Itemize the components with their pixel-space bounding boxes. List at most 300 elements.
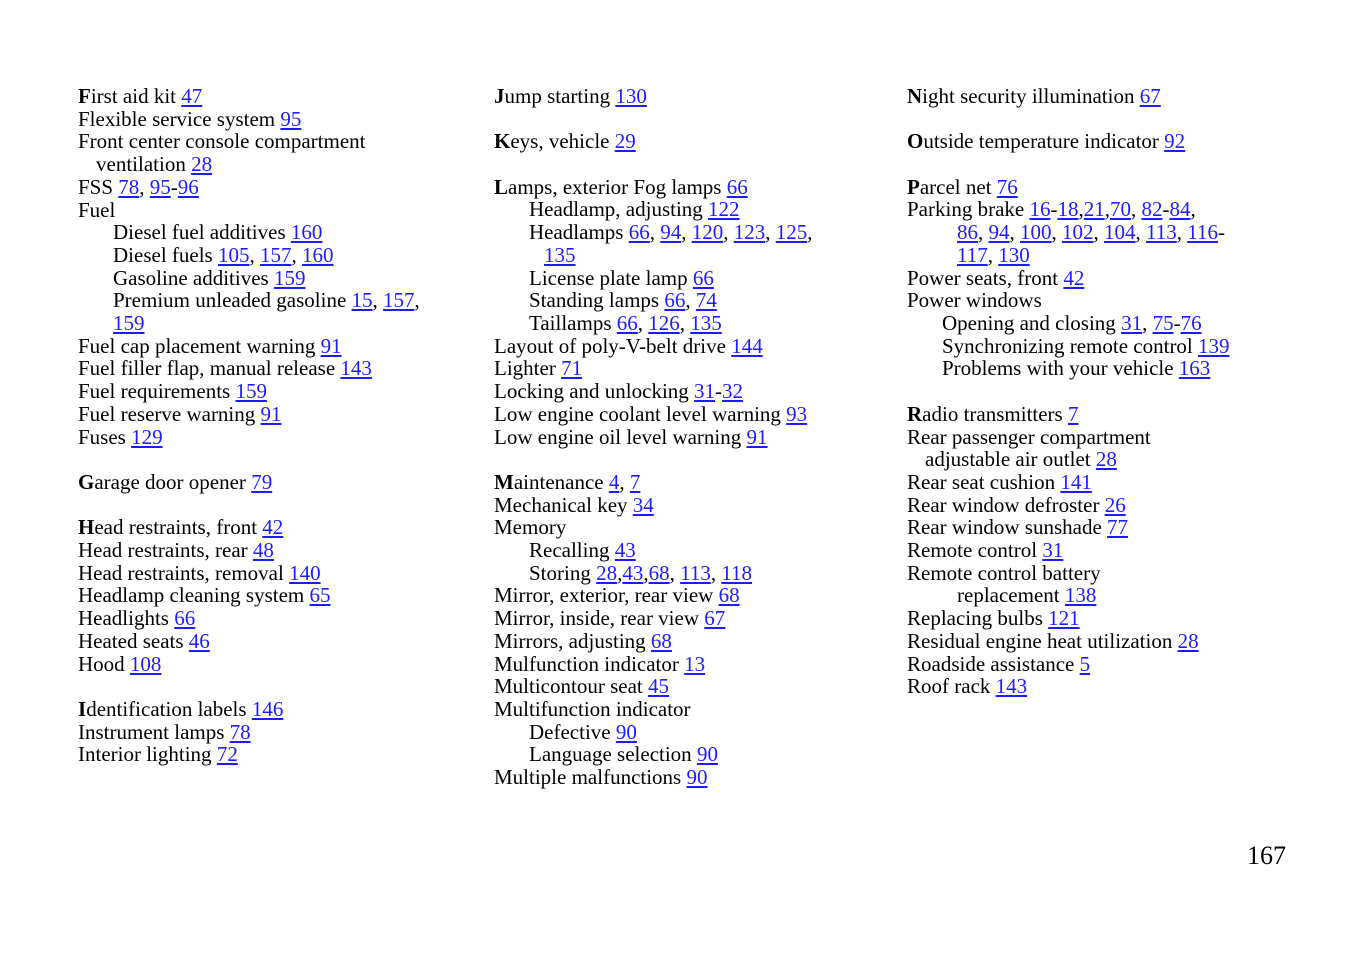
index-entry xyxy=(907,516,1327,539)
index-entry xyxy=(494,653,894,676)
page-link[interactable]: 163 xyxy=(1178,356,1211,381)
section-gap xyxy=(907,153,1327,176)
section-initial: I xyxy=(78,696,87,721)
index-subentry xyxy=(907,448,1327,471)
entry-text: , xyxy=(1190,197,1196,222)
index-entry xyxy=(907,494,1327,517)
index-entry xyxy=(78,653,478,676)
entry-text: Headlights xyxy=(78,606,175,631)
entry-text: , xyxy=(685,288,696,313)
entry-text: Premium unleaded gasoline xyxy=(113,288,352,313)
page-link[interactable]: 104 xyxy=(1104,220,1136,245)
page-link[interactable]: 46 xyxy=(188,628,210,653)
entry-text: , xyxy=(1051,220,1062,245)
index-entry xyxy=(78,471,478,494)
page-link[interactable]: 42 xyxy=(262,515,284,540)
entry-text: , xyxy=(643,560,649,585)
entry-text: , xyxy=(1009,220,1020,245)
page-link[interactable]: 126 xyxy=(648,311,680,335)
index-entry xyxy=(78,562,478,585)
index-entry xyxy=(78,108,478,131)
entry-text: , xyxy=(765,220,776,245)
entry-text: Roof rack xyxy=(907,674,996,699)
page-link[interactable]: 120 xyxy=(691,220,724,245)
entry-text: , xyxy=(1135,220,1146,245)
index-subentry xyxy=(907,221,1327,244)
entry-text: , xyxy=(637,311,649,335)
index-subentry xyxy=(494,312,894,335)
page-link[interactable]: 86 xyxy=(957,220,978,245)
entry-text: eys, vehicle xyxy=(510,129,615,154)
entry-text: irst aid kit xyxy=(90,84,182,108)
page-link[interactable]: 43 xyxy=(614,538,636,563)
page-link[interactable]: 90 xyxy=(615,719,637,744)
index-entry xyxy=(78,199,478,222)
page-link[interactable]: 140 xyxy=(289,560,321,585)
page-link[interactable]: 34 xyxy=(632,492,654,517)
index-entry xyxy=(907,198,1327,221)
section-gap xyxy=(78,675,478,698)
page-link[interactable]: 93 xyxy=(786,401,808,426)
page-link[interactable]: 48 xyxy=(252,538,274,563)
entry-text: ventilation xyxy=(96,152,192,177)
entry-text: , xyxy=(1093,220,1104,245)
index-entry xyxy=(907,562,1327,585)
page-link[interactable]: 157 xyxy=(383,288,415,313)
entry-text: Fuel requirements xyxy=(78,379,236,404)
page-link[interactable]: 129 xyxy=(131,424,163,449)
index-entry xyxy=(78,584,478,607)
entry-text: Rear window sunshade xyxy=(907,515,1108,540)
page-link[interactable]: 160 xyxy=(301,242,334,267)
page-link[interactable]: 146 xyxy=(251,696,284,721)
entry-text: replacement xyxy=(957,583,1065,608)
page-link[interactable]: 139 xyxy=(1198,333,1230,358)
page-link[interactable]: 77 xyxy=(1107,515,1129,540)
page-link[interactable]: 79 xyxy=(251,469,273,494)
entry-text: ead restraints, front xyxy=(94,515,263,540)
page-link[interactable]: 18 xyxy=(1057,197,1079,222)
page-link[interactable]: 28 xyxy=(596,560,618,585)
section-initial: P xyxy=(907,174,920,199)
entry-text: Lighter xyxy=(494,356,562,381)
page-link[interactable]: 66 xyxy=(616,311,638,335)
entry-text: Defective xyxy=(529,719,616,744)
page-link[interactable]: 91 xyxy=(260,401,282,426)
entry-text: Replacing bulbs xyxy=(907,606,1049,631)
index-entry xyxy=(907,607,1327,630)
entry-text: - xyxy=(1217,220,1225,245)
entry-text: adjustable air outlet xyxy=(925,447,1096,472)
page-link[interactable]: 7 xyxy=(629,469,641,494)
index-entry xyxy=(78,539,478,562)
entry-text: , xyxy=(1142,311,1153,335)
entry-text: Mechanical key xyxy=(494,492,633,517)
entry-text: Memory xyxy=(494,515,567,540)
page-link[interactable]: 29 xyxy=(614,129,636,154)
page-link[interactable]: 144 xyxy=(731,333,763,358)
page-link[interactable]: 90 xyxy=(686,765,708,790)
section-initial: R xyxy=(907,401,923,426)
page-link[interactable]: 159 xyxy=(273,265,306,290)
entry-text: Power seats, front xyxy=(907,265,1064,290)
entry-text: Locking and unlocking xyxy=(494,379,695,404)
entry-text: Instrument lamps xyxy=(78,719,230,744)
page-link[interactable]: 7 xyxy=(1067,401,1079,426)
index-subentry xyxy=(494,198,894,221)
index-subentry xyxy=(907,244,1327,267)
entry-text: Multifunction indicator xyxy=(494,696,691,721)
entry-text: , xyxy=(649,220,661,245)
index-entry xyxy=(78,176,478,199)
page-link[interactable]: 118 xyxy=(721,560,753,585)
section-initial: L xyxy=(494,174,509,199)
page-link[interactable]: 92 xyxy=(1164,129,1186,154)
page-link[interactable]: 94 xyxy=(988,220,1010,245)
index-entry xyxy=(494,630,894,653)
entry-text: , xyxy=(1130,197,1142,222)
entry-text: Rear seat cushion xyxy=(907,469,1061,494)
section-gap xyxy=(78,448,478,471)
entry-text: dentification labels xyxy=(86,696,252,721)
page-link[interactable]: 68 xyxy=(648,560,670,585)
page-link[interactable]: 159 xyxy=(113,311,145,336)
index-entry xyxy=(907,630,1327,653)
page-link[interactable]: 32 xyxy=(722,379,744,404)
page-link[interactable]: 143 xyxy=(340,356,372,381)
page-link[interactable]: 138 xyxy=(1064,583,1097,608)
entry-text: Parking brake xyxy=(907,197,1030,222)
entry-text: Flexible service system xyxy=(78,106,281,131)
page-link[interactable]: 122 xyxy=(708,197,740,222)
index-subentry xyxy=(494,562,894,585)
entry-text: Multicontour seat xyxy=(494,674,648,699)
index-entry xyxy=(494,494,894,517)
section-gap xyxy=(78,494,478,517)
section-initial: F xyxy=(78,84,91,108)
entry-text: , xyxy=(679,311,691,335)
page-link[interactable]: 13 xyxy=(684,651,706,676)
index-subentry xyxy=(494,244,894,267)
entry-text: Fuel reserve warning xyxy=(78,401,261,426)
entry-text: Fuses xyxy=(78,424,132,449)
index-subentry xyxy=(907,357,1327,380)
page-link[interactable]: 82 xyxy=(1141,197,1163,222)
page-link[interactable]: 96 xyxy=(177,174,199,199)
page-link[interactable]: 78 xyxy=(118,174,140,199)
entry-text: Diesel fuels xyxy=(113,242,218,267)
page-link[interactable]: 16 xyxy=(1029,197,1051,222)
entry-text: , xyxy=(372,288,384,313)
entry-text: , xyxy=(1104,197,1110,222)
page-link[interactable]: 31 xyxy=(1042,538,1064,563)
entry-text: Fuel xyxy=(78,197,116,222)
entry-text: , xyxy=(1078,197,1084,222)
entry-text: , xyxy=(139,174,150,199)
index-entry xyxy=(907,176,1327,199)
page-link[interactable]: 91 xyxy=(746,424,768,449)
index-entry xyxy=(494,176,894,199)
index-entry xyxy=(494,607,894,630)
page-link[interactable]: 108 xyxy=(129,651,162,676)
page-link[interactable]: 15 xyxy=(351,288,373,313)
entry-text: utside temperature indicator xyxy=(923,129,1165,154)
index-entry xyxy=(78,130,478,153)
page-link[interactable]: 78 xyxy=(229,719,251,744)
index-entry xyxy=(78,721,478,744)
entry-text: Interior lighting xyxy=(78,742,217,767)
page-link[interactable]: 130 xyxy=(998,242,1030,267)
index-subentry xyxy=(494,539,894,562)
index-subentry xyxy=(907,584,1327,607)
index-entry xyxy=(494,584,894,607)
entry-text: ump starting xyxy=(504,84,616,108)
index-entry xyxy=(494,130,894,153)
section-gap xyxy=(907,380,1327,403)
entry-text: aintenance xyxy=(513,469,609,494)
page-link[interactable]: 47 xyxy=(181,84,203,108)
entry-text: arcel net xyxy=(919,174,997,199)
page-link[interactable]: 102 xyxy=(1062,220,1094,245)
index-entry xyxy=(78,426,478,449)
index-subentry xyxy=(907,335,1327,358)
page-link[interactable]: 31 xyxy=(1121,311,1143,335)
entry-text: Storing xyxy=(529,560,597,585)
page-link[interactable]: 125 xyxy=(775,220,808,245)
index-entry xyxy=(494,85,894,108)
index-entry xyxy=(78,516,478,539)
entry-text: Headlamp, adjusting xyxy=(529,197,709,222)
page-link[interactable]: 66 xyxy=(174,606,196,631)
page-link[interactable]: 130 xyxy=(615,84,647,108)
section-initial: O xyxy=(907,129,924,154)
entry-text: - xyxy=(1050,197,1058,222)
index-entry xyxy=(907,267,1327,290)
page-link[interactable]: 70 xyxy=(1109,197,1131,222)
entry-text: , xyxy=(619,469,630,494)
page-link[interactable]: 67 xyxy=(704,606,726,631)
page-link[interactable]: 135 xyxy=(544,242,576,267)
page-link[interactable]: 116 xyxy=(1187,220,1218,245)
index-subentry xyxy=(494,221,894,244)
page-link[interactable]: 42 xyxy=(1063,265,1085,290)
index-column-2 xyxy=(494,85,894,789)
page-link[interactable]: 28 xyxy=(1095,447,1117,472)
entry-text: Diesel fuel additives xyxy=(113,220,291,245)
page-link[interactable]: 100 xyxy=(1020,220,1052,245)
entry-text: Problems with your vehicle xyxy=(942,356,1179,381)
entry-text: Residual engine heat utilization xyxy=(907,628,1178,653)
index-subentry xyxy=(78,312,478,335)
entry-text: , xyxy=(807,220,813,245)
index-entry xyxy=(494,516,894,539)
index-entry xyxy=(907,471,1327,494)
index-entry xyxy=(78,607,478,630)
page-link[interactable]: 65 xyxy=(309,583,331,608)
entry-text: Headlamps xyxy=(529,220,629,245)
page-link[interactable]: 68 xyxy=(650,628,672,653)
page-link[interactable]: 95 xyxy=(149,174,171,199)
entry-text: Headlamp cleaning system xyxy=(78,583,310,608)
index-entry xyxy=(78,85,478,108)
page-link[interactable]: 94 xyxy=(660,220,682,245)
index-subentry xyxy=(78,244,478,267)
entry-text: Hood xyxy=(78,651,130,676)
entry-text: Synchronizing remote control xyxy=(942,333,1199,358)
entry-text: Mirror, inside, rear view xyxy=(494,606,705,631)
page-link[interactable]: 113 xyxy=(680,560,711,585)
page-link[interactable]: 72 xyxy=(216,742,238,767)
page-link[interactable]: 141 xyxy=(1060,469,1092,494)
entry-text: Opening and closing xyxy=(942,311,1122,335)
section-initial: N xyxy=(907,84,923,108)
entry-text: adio transmitters xyxy=(922,401,1068,426)
entry-text: Remote control xyxy=(907,538,1043,563)
page-link[interactable]: 160 xyxy=(290,220,323,245)
index-subentry xyxy=(494,267,894,290)
entry-text: Fuel filler flap, manual release xyxy=(78,356,341,381)
section-initial: J xyxy=(494,84,505,108)
entry-text: Remote control battery xyxy=(907,560,1101,585)
page-link[interactable]: 159 xyxy=(235,379,267,404)
page-link[interactable]: 76 xyxy=(1180,311,1202,335)
entry-text: Mirrors, adjusting xyxy=(494,628,651,653)
entry-text: - xyxy=(1173,311,1181,335)
entry-text: Front center console compartment xyxy=(78,129,366,154)
section-gap xyxy=(494,448,894,471)
index-subentry xyxy=(907,312,1327,335)
entry-text: , xyxy=(249,242,260,267)
index-subentry xyxy=(78,267,478,290)
entry-text: License plate lamp xyxy=(529,265,693,290)
entry-text: Language selection xyxy=(529,742,697,767)
page-link[interactable]: 121 xyxy=(1048,606,1080,631)
entry-text: amps, exterior Fog lamps xyxy=(508,174,727,199)
index-column-3 xyxy=(907,85,1327,698)
page-link[interactable]: 28 xyxy=(1177,628,1199,653)
section-gap xyxy=(494,153,894,176)
page-link[interactable]: 84 xyxy=(1169,197,1191,222)
index-subentry xyxy=(78,221,478,244)
entry-text: Mirror, exterior, rear view xyxy=(494,583,719,608)
page-link[interactable]: 74 xyxy=(695,288,717,313)
entry-text: Rear passenger compartment xyxy=(907,424,1151,449)
section-initial: G xyxy=(78,469,95,494)
page-link[interactable]: 31 xyxy=(694,379,716,404)
index-entry xyxy=(78,743,478,766)
page-link[interactable]: 71 xyxy=(561,356,583,381)
entry-text: Gasoline additives xyxy=(113,265,274,290)
page-link[interactable]: 75 xyxy=(1152,311,1174,335)
index-entry xyxy=(907,289,1327,312)
index-entry xyxy=(907,426,1327,449)
index-entry xyxy=(78,403,478,426)
entry-text: FSS xyxy=(78,174,119,199)
page-link[interactable]: 26 xyxy=(1104,492,1126,517)
index-entry xyxy=(907,539,1327,562)
index-entry xyxy=(78,698,478,721)
page-link[interactable]: 68 xyxy=(718,583,740,608)
page-link[interactable]: 66 xyxy=(726,174,748,199)
section-initial: K xyxy=(494,129,511,154)
page-link[interactable]: 67 xyxy=(1139,84,1161,108)
page-link[interactable]: 66 xyxy=(628,220,650,245)
index-entry xyxy=(907,653,1327,676)
entry-text: Low engine oil level warning xyxy=(494,424,747,449)
index-entry xyxy=(494,380,894,403)
index-entry xyxy=(494,357,894,380)
index-entry xyxy=(494,675,894,698)
entry-text: , xyxy=(978,220,989,245)
entry-text: Layout of poly-V-belt drive xyxy=(494,333,732,358)
page-link[interactable]: 45 xyxy=(647,674,669,699)
index-entry xyxy=(494,698,894,721)
entry-text: , xyxy=(987,242,999,267)
page-link[interactable]: 5 xyxy=(1079,651,1091,676)
section-gap xyxy=(494,108,894,131)
entry-text: , xyxy=(710,560,722,585)
entry-text: , xyxy=(669,560,681,585)
page-link[interactable]: 117 xyxy=(957,242,988,267)
index-subentry xyxy=(78,153,478,176)
index-subentry xyxy=(494,721,894,744)
page-link[interactable]: 21 xyxy=(1083,197,1105,222)
entry-text: , xyxy=(617,560,623,585)
entry-text: Rear window defroster xyxy=(907,492,1105,517)
entry-text: , xyxy=(414,288,420,313)
index-column-1 xyxy=(78,85,478,766)
page-link[interactable]: 66 xyxy=(692,265,714,290)
page-link[interactable]: 123 xyxy=(733,220,766,245)
entry-text: Head restraints, rear xyxy=(78,538,253,563)
index-entry xyxy=(494,766,894,789)
index-entry xyxy=(494,335,894,358)
entry-text: - xyxy=(715,379,723,404)
index-entry xyxy=(78,335,478,358)
page-link[interactable]: 91 xyxy=(320,333,342,358)
index-entry xyxy=(907,403,1327,426)
page-link[interactable]: 113 xyxy=(1146,220,1177,245)
section-gap xyxy=(907,108,1327,131)
entry-text: Low engine coolant level warning xyxy=(494,401,787,426)
page-link[interactable]: 76 xyxy=(996,174,1018,199)
entry-text: Taillamps xyxy=(529,311,617,335)
page-link[interactable]: 143 xyxy=(995,674,1028,699)
index-entry xyxy=(78,357,478,380)
page-link[interactable]: 4 xyxy=(608,469,620,494)
index-subentry xyxy=(494,289,894,312)
page-link[interactable]: 28 xyxy=(191,152,213,177)
page-link[interactable]: 43 xyxy=(622,560,644,585)
page-link[interactable]: 105 xyxy=(217,242,250,267)
page-link[interactable]: 135 xyxy=(690,311,722,335)
entry-text: - xyxy=(170,174,178,199)
index-entry xyxy=(494,426,894,449)
entry-text: Multiple malfunctions xyxy=(494,765,687,790)
page-link[interactable]: 157 xyxy=(259,242,292,267)
page-link[interactable]: 66 xyxy=(664,288,686,313)
entry-text: ight security illumination xyxy=(922,84,1140,108)
index-entry xyxy=(907,675,1327,698)
entry-text: Roadside assistance xyxy=(907,651,1080,676)
index-subentry xyxy=(494,743,894,766)
page-link[interactable]: 95 xyxy=(280,106,302,131)
page-link[interactable]: 90 xyxy=(696,742,718,767)
section-initial: M xyxy=(494,469,514,494)
index-entry xyxy=(78,630,478,653)
entry-text: , xyxy=(291,242,302,267)
entry-text: - xyxy=(1162,197,1170,222)
